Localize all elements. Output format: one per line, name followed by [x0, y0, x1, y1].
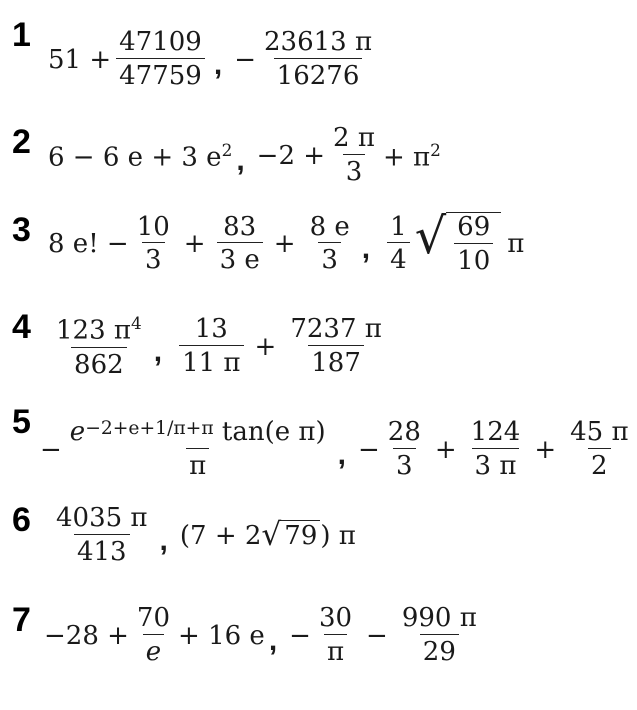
- problem-4-expression: [48, 314, 390, 380]
- fraction: $\frac{28}{3}$: [387, 417, 421, 481]
- problem-5-expression: [40, 418, 637, 482]
- operator: +: [434, 434, 457, 465]
- problem-7-expression: [44, 604, 485, 668]
- term: + 16 e: [178, 620, 265, 651]
- operator: +: [534, 434, 557, 465]
- term: ) π: [320, 520, 356, 551]
- fraction: $\frac{30}{\pi}$: [318, 603, 353, 667]
- fraction: $\frac{8 e}{3}$: [309, 211, 350, 276]
- separator: ,: [153, 335, 163, 369]
- separator: ,: [236, 143, 245, 177]
- fraction: $\frac{990 \pi}{29}$: [401, 603, 477, 667]
- term: (7 + 2: [179, 520, 262, 551]
- fraction: $\frac{124}{3 \pi}$: [470, 417, 521, 481]
- separator: ,: [268, 623, 278, 657]
- operator: +: [183, 229, 206, 260]
- term: + $\pi^2$: [382, 139, 441, 173]
- problem-number: 7: [12, 601, 31, 639]
- term: −: [234, 44, 256, 75]
- operator: −: [366, 620, 388, 651]
- term: −2 +: [256, 140, 326, 171]
- fraction: $\frac{123 \pi^4}{862}$: [56, 313, 142, 380]
- problem-number: 6: [12, 501, 31, 539]
- term: −: [289, 620, 311, 651]
- fraction: $\frac{47109}{47759}$: [116, 28, 205, 92]
- fraction: $\frac{7237 \pi}{187}$: [290, 314, 382, 379]
- problem-6-expression: [48, 504, 356, 568]
- radical-sign-icon: √: [261, 517, 282, 554]
- operator: +: [273, 229, 296, 260]
- fraction: $\frac{13}{11 \pi}$: [179, 315, 243, 379]
- separator: ,: [213, 47, 223, 81]
- separator: ,: [337, 437, 346, 471]
- square-root: √ 79: [261, 520, 320, 551]
- fraction: $\frac{83}{3 e}$: [217, 213, 263, 277]
- term: π: [507, 229, 525, 260]
- term: −: [357, 434, 380, 465]
- term: −: [40, 434, 62, 465]
- square-root: [414, 207, 502, 277]
- radical-sign-icon: √: [414, 207, 447, 265]
- fraction: $\frac{69}{10}$: [454, 213, 493, 277]
- problem-2-expression: [48, 124, 441, 188]
- separator: ,: [159, 523, 168, 557]
- problem-number: 5: [12, 403, 31, 441]
- problem-1-expression: [48, 28, 380, 92]
- problem-number: 1: [12, 16, 31, 54]
- fraction: $\frac{23613 \pi}{16276}$: [264, 27, 373, 91]
- term: 51 +: [48, 44, 112, 75]
- operator: +: [254, 332, 277, 363]
- fraction: $\frac{e^{-2+e+1/\pi+\pi} \tan(e \pi)}{\pi}$: [69, 417, 326, 481]
- fraction: $\frac{4035 \pi}{413}$: [56, 503, 148, 567]
- fraction: $\frac{2 \pi}{3}$: [333, 123, 375, 187]
- term: −28 +: [44, 620, 129, 651]
- problem-number: 2: [12, 123, 31, 161]
- problem-number: 4: [12, 308, 31, 346]
- fraction: $\frac{70}{e}$: [136, 603, 171, 667]
- fraction: $\frac{1}{4}$: [387, 213, 410, 277]
- problem-3-expression: [48, 207, 530, 277]
- term: 6 − 6 e + 3 $e^2$: [48, 139, 233, 173]
- fraction: $\frac{45 \pi}{2}$: [570, 417, 629, 481]
- separator: ,: [361, 232, 371, 266]
- term: 8 e! −: [48, 229, 129, 260]
- problem-number: 3: [12, 211, 31, 249]
- fraction: $\frac{10}{3}$: [136, 211, 170, 276]
